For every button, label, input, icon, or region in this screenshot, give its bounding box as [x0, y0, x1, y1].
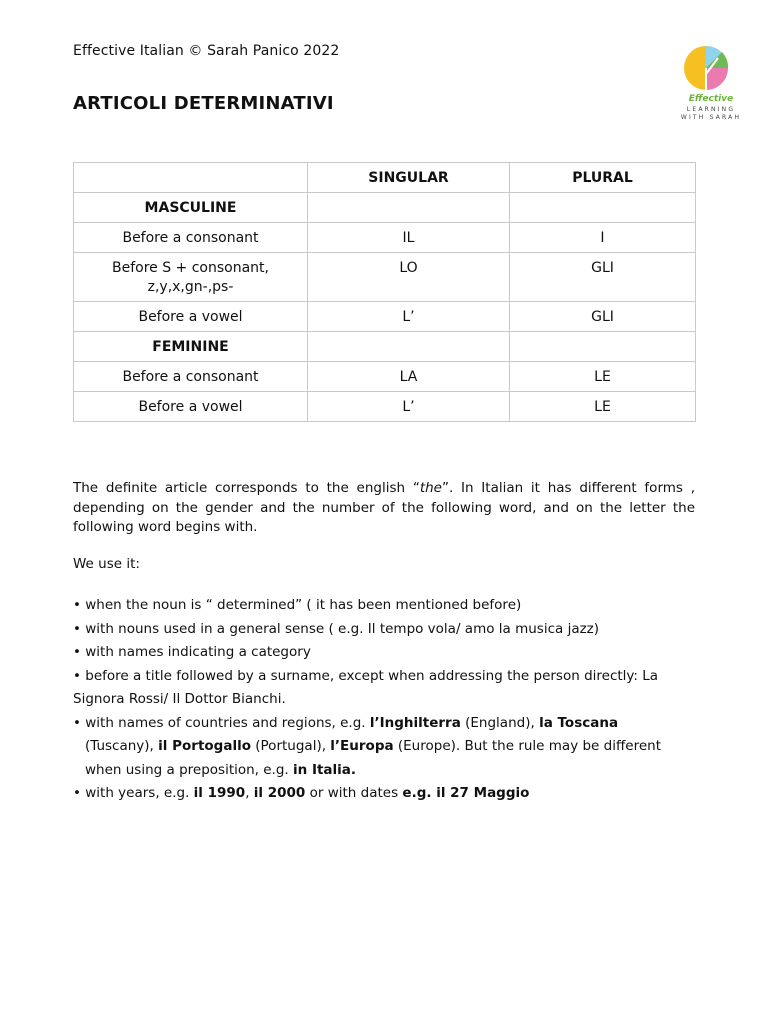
table-row: [74, 392, 696, 422]
example-bold: in Italia.: [293, 761, 357, 778]
list-text: when using a preposition, e.g.: [85, 761, 294, 778]
list-item: • with nouns used in a general sense ( e.g. Il tempo vola/ amo la musica jazz): [73, 620, 600, 637]
page-title: ARTICOLI DETERMINATIVI: [73, 93, 334, 114]
empty-cell: [510, 332, 696, 362]
empty-cell: [308, 193, 510, 223]
example-bold: e.g. il 27 Maggio: [402, 785, 530, 801]
example-bold: l’Europa: [330, 738, 394, 754]
list-text: (Tuscany),: [85, 738, 159, 754]
articles-table: [73, 162, 696, 422]
header-cell-empty: [74, 163, 308, 193]
empty-cell: [308, 332, 510, 362]
list-continuation: [73, 759, 695, 783]
table-row: [74, 362, 696, 392]
usage-list: [73, 594, 695, 806]
logo: [676, 44, 746, 126]
plural-cell: LE: [510, 362, 696, 392]
list-continuation: [73, 735, 695, 759]
header-cell-plural: PLURAL: [510, 163, 696, 193]
plural-cell: GLI: [510, 302, 696, 332]
row-label: Before a consonant: [74, 362, 308, 392]
example-bold: il 2000: [253, 785, 306, 801]
singular-cell: L’: [308, 392, 510, 422]
singular-cell: LA: [308, 362, 510, 392]
row-label-line: Before S + consonant,: [111, 260, 269, 276]
logo-line-2: WITH SARAH: [680, 114, 742, 121]
logo-word: Effective: [688, 94, 734, 104]
table-header-row: [74, 163, 696, 193]
table-row: [74, 253, 696, 302]
row-label-line: z,y,x,gn-,ps-: [147, 279, 234, 295]
list-item: [73, 712, 695, 783]
feminine-label: FEMININE: [74, 332, 308, 362]
plural-cell: LE: [510, 392, 696, 422]
intro-text: The definite article corresponds to the english “: [73, 480, 420, 496]
masculine-label: MASCULINE: [74, 193, 308, 223]
table-section-row: [74, 332, 696, 362]
logo-circle-icon: [682, 44, 740, 92]
example-bold: la Toscana: [539, 714, 619, 731]
row-label: Before a vowel: [74, 302, 308, 332]
singular-cell: IL: [308, 223, 510, 253]
example-bold: il Portogallo: [158, 738, 251, 754]
list-text: (England),: [460, 714, 540, 731]
singular-cell: L’: [308, 302, 510, 332]
table-row: [74, 302, 696, 332]
intro-the: the: [419, 480, 442, 496]
list-text: • with years, e.g.: [73, 785, 194, 801]
list-text: ,: [245, 785, 254, 801]
table-row: [74, 223, 696, 253]
list-text: or with dates: [305, 785, 403, 801]
we-use-it-label: We use it:: [73, 556, 140, 572]
row-label: Before a vowel: [74, 392, 308, 422]
list-item: • when the noun is “ determined” ( it has been mentioned before): [73, 597, 522, 613]
list-text: (Europe). But the rule may be different: [393, 738, 661, 754]
list-item: [73, 782, 695, 806]
intro-text: ”. In Italian it has different forms , depending on the gender and the number of the following word, and on the letter the following word begins with.: [73, 480, 695, 535]
table-section-row: [74, 193, 696, 223]
plural-cell: I: [510, 223, 696, 253]
row-label: Before a consonant: [74, 223, 308, 253]
list-text: • with names of countries and regions, e.g.: [73, 714, 370, 731]
header-cell-singular: SINGULAR: [308, 163, 510, 193]
list-text: (Portugal),: [250, 738, 331, 754]
copyright-line: Effective Italian © Sarah Panico 2022: [73, 43, 340, 59]
singular-cell: LO: [308, 253, 510, 302]
row-label: [74, 253, 308, 302]
intro-paragraph: [73, 479, 695, 538]
example-bold: il 1990: [193, 785, 246, 801]
plural-cell: GLI: [510, 253, 696, 302]
example-bold: l’Inghilterra: [369, 714, 461, 731]
empty-cell: [510, 193, 696, 223]
logo-line-1: LEARNING: [686, 106, 736, 113]
list-item: • before a title followed by a surname, except when addressing the person directly: La Signora Rossi/ Il Dottor Bianchi.: [73, 667, 659, 707]
list-item: • with names indicating a category: [73, 644, 311, 660]
